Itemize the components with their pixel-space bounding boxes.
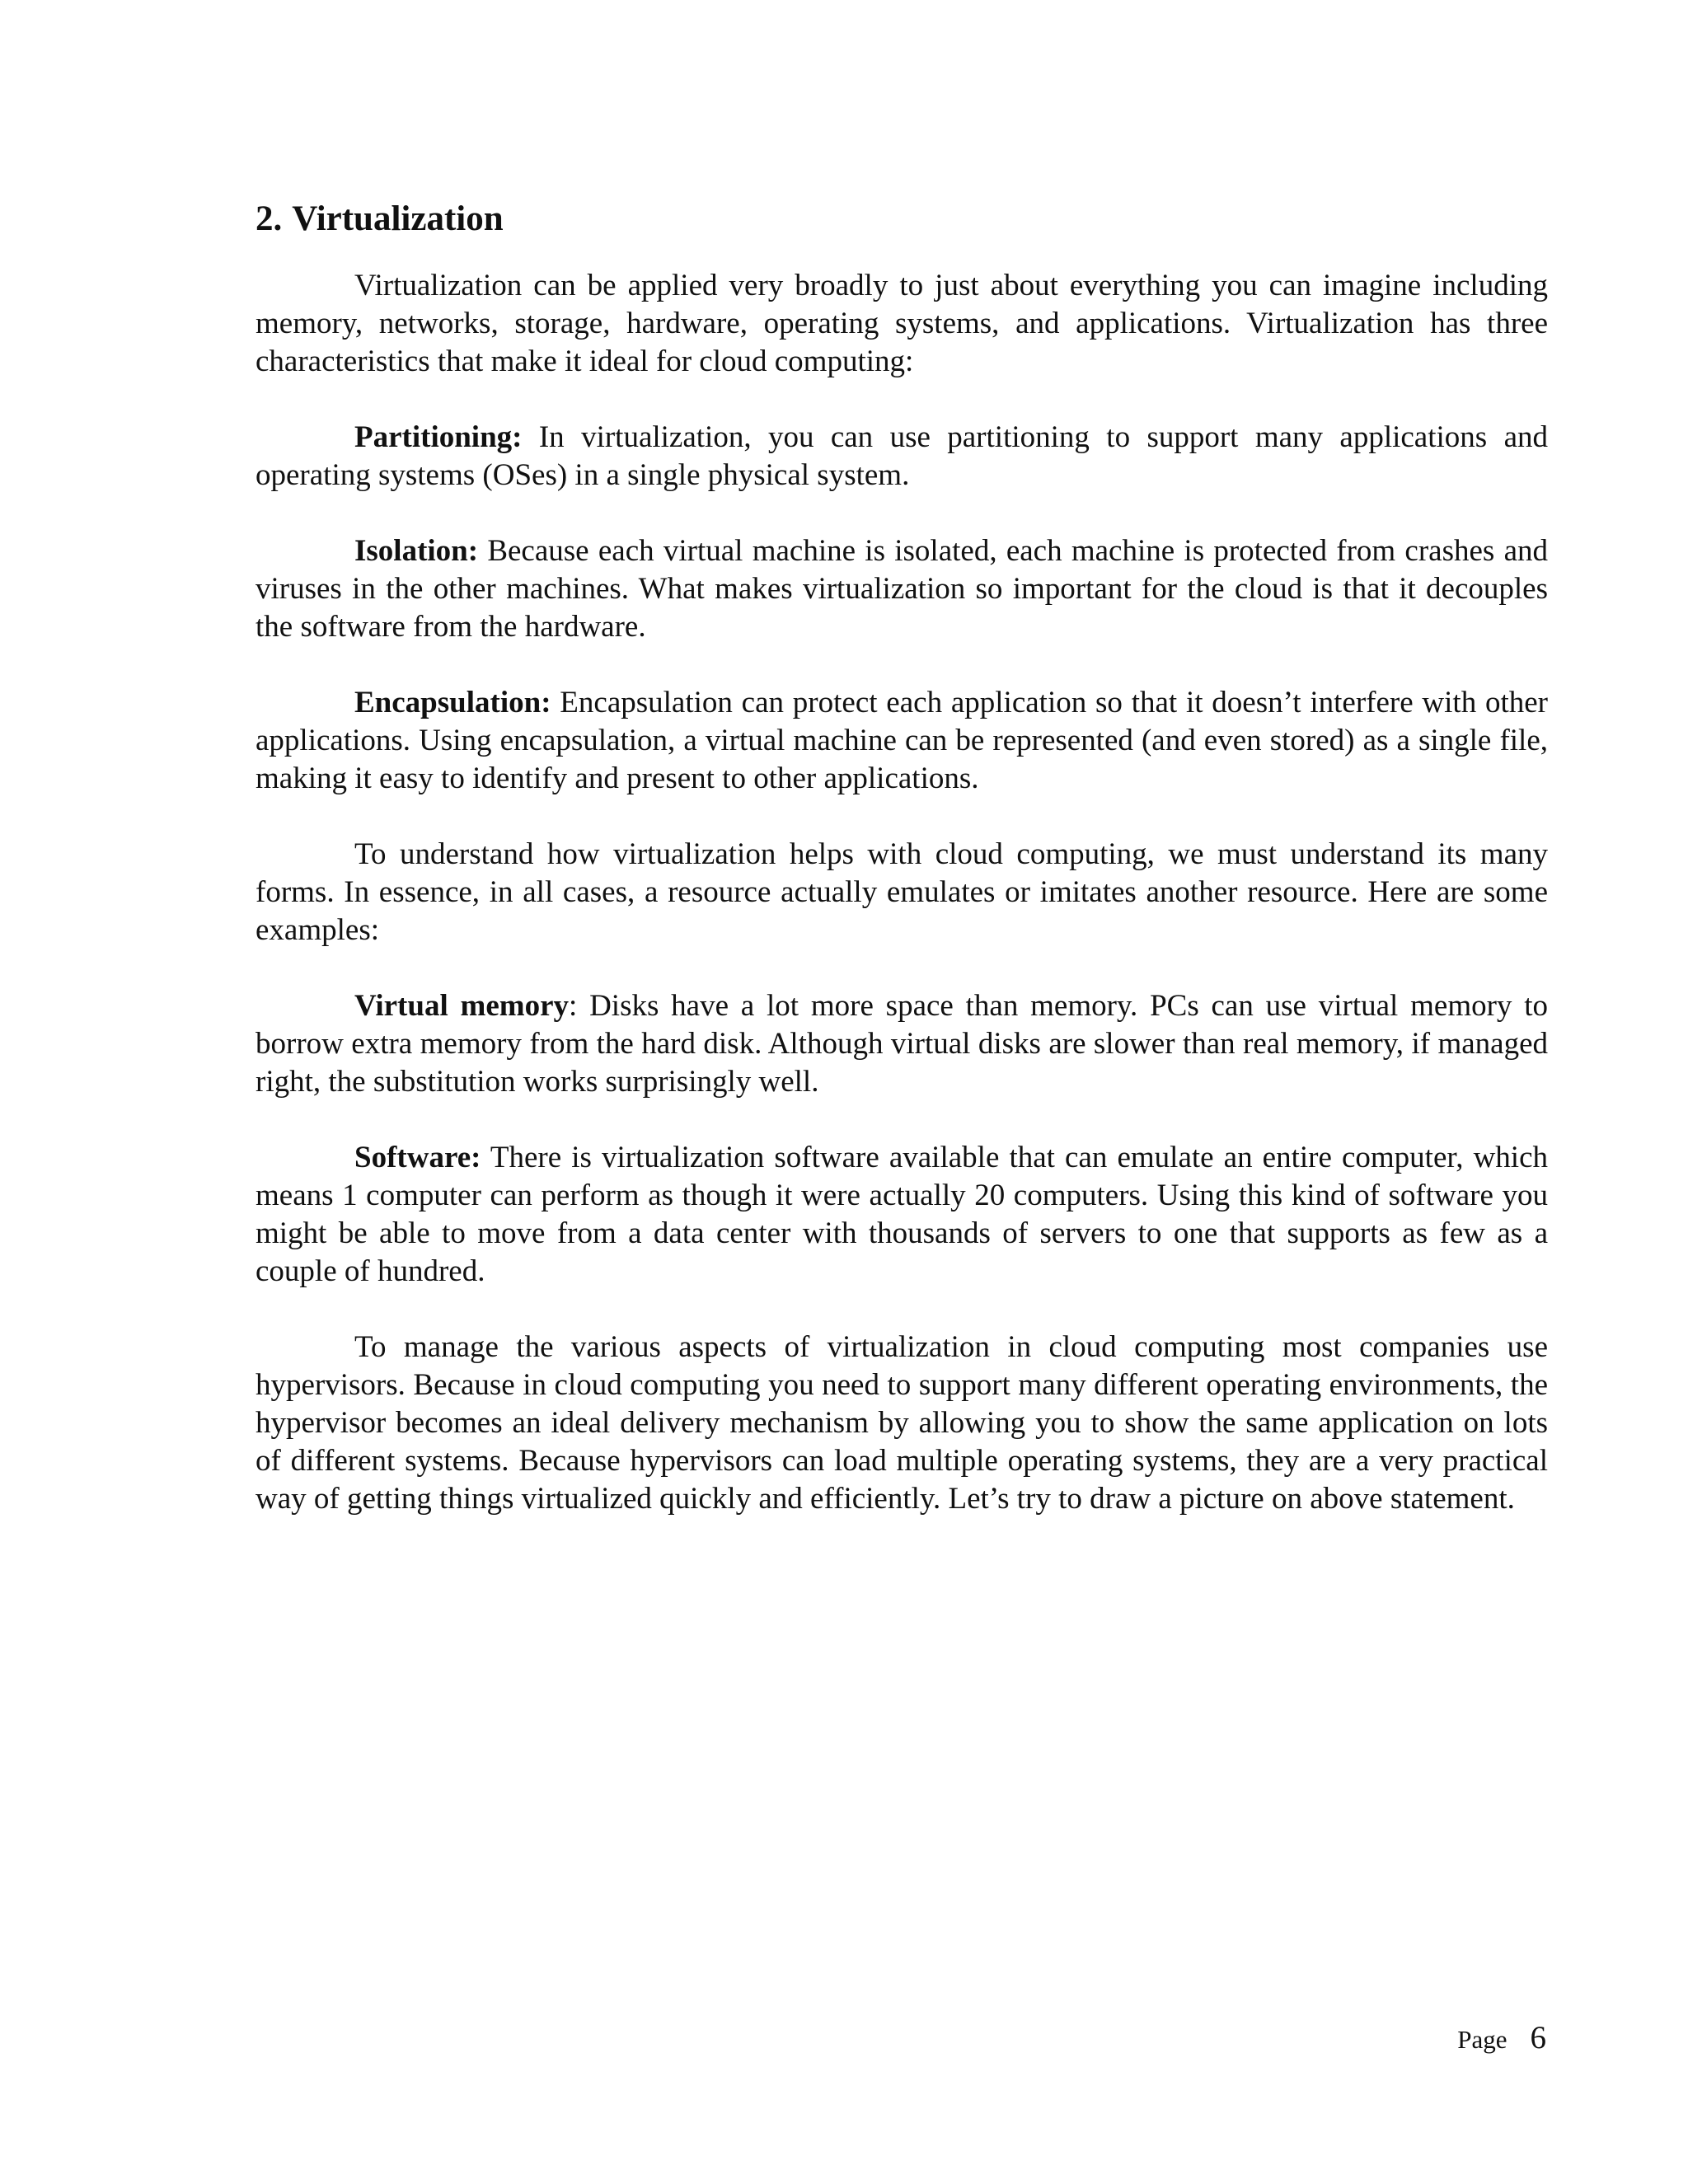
- paragraph-software: [256, 1139, 1548, 1291]
- paragraph-term: Partitioning:: [354, 420, 523, 454]
- paragraph-text: There is virtualization software available that can emulate an entire computer, which means 1 computer can perform as though it were actually 20 computers. Using this kind of software you might be able to move from a data center with thousands of servers to one that supports as few as a couple of hundred.: [256, 1141, 1548, 1288]
- paragraph-text: To understand how virtualization helps with cloud computing, we must understand its many forms. In essence, in all cases, a resource actually emulates or imitates another resource. Here are some examples:: [256, 837, 1548, 947]
- page-number: 6: [1530, 2020, 1546, 2055]
- paragraph-term: Virtual memory: [354, 989, 570, 1023]
- paragraph-encapsulation: [256, 684, 1548, 798]
- paragraph-intro: [256, 267, 1548, 381]
- page-label: Page: [1457, 2025, 1507, 2054]
- section-title: Virtualization: [292, 199, 504, 238]
- paragraph-forms: [256, 836, 1548, 949]
- paragraph-partitioning: [256, 419, 1548, 494]
- paragraph-text: : Disks have a lot more space than memory. PCs can use virtual memory to borrow extra memory from the hard disk. Although virtual disks are slower than real memory, if managed right, the substitution works surprisingly well.: [256, 989, 1549, 1099]
- paragraph-virtual-memory: [256, 987, 1548, 1101]
- paragraph-term: Software:: [354, 1141, 481, 1174]
- section-heading: [256, 194, 1548, 244]
- paragraph-text: To manage the various aspects of virtualization in cloud computing most companies use hypervisors. Because in cloud computing you need to support many different operating environments, the hypervisor becomes an ideal delivery mechanism by allowing you to show the same application on lots of different systems. Because hypervisors can load multiple operating systems, they are a very practical way of getting things virtualized quickly and efficiently. Let’s try to draw a picture on above statement.: [256, 1330, 1548, 1516]
- paragraph-term: Encapsulation:: [354, 686, 551, 719]
- paragraph-isolation: [256, 532, 1548, 646]
- paragraph-text: Virtualization can be applied very broadly to just about everything you can imagine including memory, networks, storage, hardware, operating systems, and applications. Virtualization has three characteristics that make it ideal for cloud computing:: [256, 269, 1548, 378]
- section-number: 2.: [256, 199, 283, 238]
- paragraph-hypervisors: [256, 1329, 1548, 1518]
- paragraph-term: Isolation:: [354, 534, 479, 568]
- paragraph-text: Encapsulation can protect each application so that it doesn’t interfere with other applications. Using encapsulation, a virtual machine can be represented (and even stored) as a single file, making it easy to identify and present to other applications.: [256, 686, 1548, 795]
- paragraph-text: Because each virtual machine is isolated, each machine is protected from crashes and viruses in the other machines. What makes virtualization so important for the cloud is that it decouples the software from the hardware.: [256, 534, 1548, 644]
- paragraph-text: In virtualization, you can use partitioning to support many applications and operating systems (OSes) in a single physical system.: [256, 420, 1548, 492]
- document-page: [256, 194, 1548, 1556]
- page-footer: [1457, 2019, 1546, 2056]
